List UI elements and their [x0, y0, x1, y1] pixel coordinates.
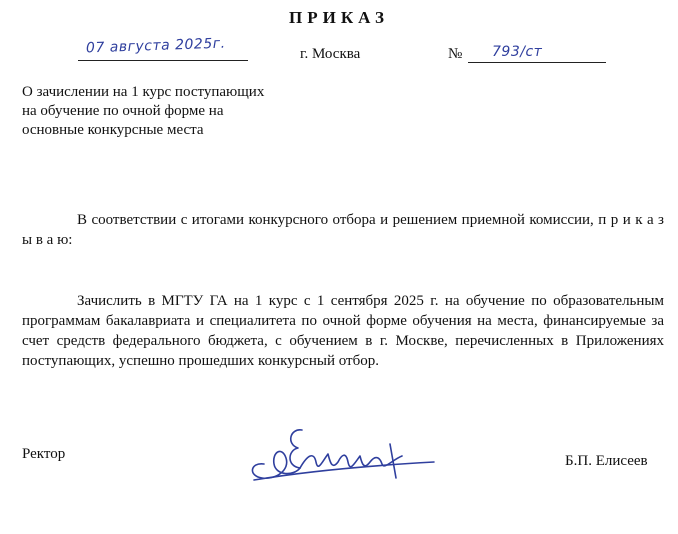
order-city: г. Москва: [300, 46, 361, 62]
subject-line: О зачислении на 1 курс поступающих: [22, 84, 265, 100]
order-number: 793/ст: [492, 44, 543, 60]
order-date: 07 августа 2025г.: [85, 35, 226, 57]
date-underline: [78, 60, 248, 61]
document-title: ПРИКАЗ: [289, 8, 389, 27]
subject-line: на обучение по очной форме на: [22, 103, 224, 119]
signatory-name: Б.П. Елисеев: [565, 453, 648, 469]
order-body-paragraph: Зачислить в МГТУ ГА на 1 курс с 1 сентября 2025 г. на обучение по образовательным программам бакалавриата и специалитета по очной форме обучения на места, финансируемые за счет средств федерального бюджета, с обучением в г. Москве, перечисленных в Приложениях поступающих, успешно прошедших конкурсный отбор.: [22, 293, 664, 369]
number-underline: [468, 62, 606, 63]
number-sign: №: [448, 46, 463, 62]
subject-line: основные конкурсные места: [22, 122, 204, 138]
order-subject: [22, 83, 342, 140]
preamble-paragraph: В соответствии с итогами конкурсного отбора и решением приемной комиссии, п р и к а з ы в а ю:: [22, 212, 664, 248]
signature-image: [242, 418, 442, 488]
signatory-position: Ректор: [22, 446, 66, 462]
